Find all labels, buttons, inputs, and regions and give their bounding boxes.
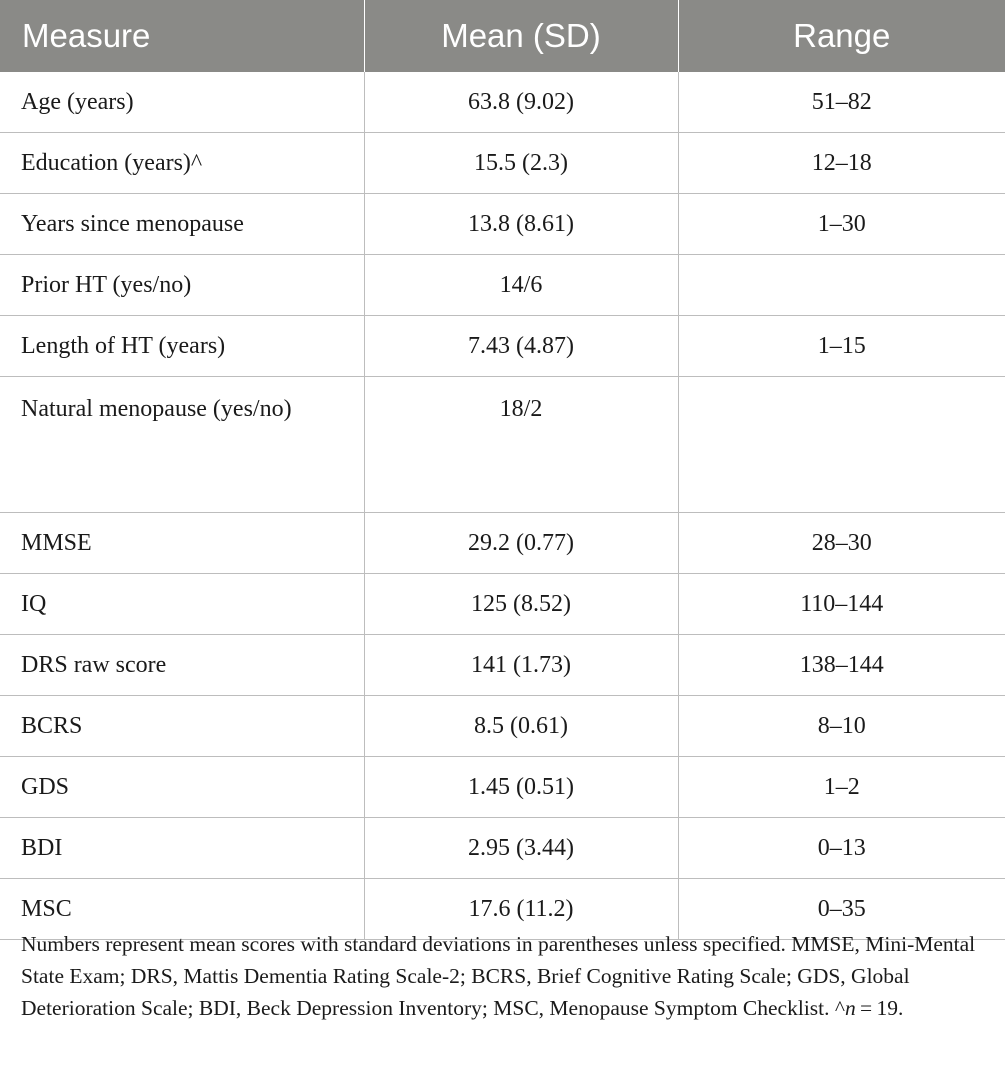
- header-mean-sd: Mean (SD): [364, 0, 678, 72]
- table-row: [0, 757, 1005, 818]
- range-cell: 138–144: [678, 635, 1005, 696]
- measure-cell: Age (years): [0, 72, 364, 133]
- range-cell: 51–82: [678, 72, 1005, 133]
- range-cell: [678, 255, 1005, 316]
- measure-cell: Education (years)^: [0, 133, 364, 194]
- range-cell: 8–10: [678, 696, 1005, 757]
- mean-sd-cell: 1.45 (0.51): [364, 757, 678, 818]
- table-header: [0, 0, 1005, 72]
- footnote-n-symbol: n: [844, 996, 856, 1020]
- mean-sd-cell: 141 (1.73): [364, 635, 678, 696]
- measure-cell: BDI: [0, 818, 364, 879]
- table-row: [0, 194, 1005, 255]
- range-cell: 12–18: [678, 133, 1005, 194]
- measure-cell: MMSE: [0, 513, 364, 574]
- header-measure: Measure: [0, 0, 364, 72]
- table-body: [0, 72, 1005, 940]
- mean-sd-cell: 2.95 (3.44): [364, 818, 678, 879]
- measure-cell: IQ: [0, 574, 364, 635]
- table-row: [0, 377, 1005, 513]
- header-row: [0, 0, 1005, 72]
- measure-cell: Natural menopause (yes/no): [0, 377, 364, 513]
- range-cell: 110–144: [678, 574, 1005, 635]
- mean-sd-cell: 14/6: [364, 255, 678, 316]
- mean-sd-cell: 7.43 (4.87): [364, 316, 678, 377]
- table-row: [0, 513, 1005, 574]
- table-footnote: [21, 928, 996, 1024]
- table-row: [0, 255, 1005, 316]
- table-row: [0, 818, 1005, 879]
- range-cell: 28–30: [678, 513, 1005, 574]
- table-row: [0, 574, 1005, 635]
- measure-cell: BCRS: [0, 696, 364, 757]
- header-range: Range: [678, 0, 1005, 72]
- table-row: [0, 316, 1005, 377]
- range-cell: 1–30: [678, 194, 1005, 255]
- table-row: [0, 635, 1005, 696]
- measure-cell: Years since menopause: [0, 194, 364, 255]
- mean-sd-cell: 18/2: [364, 377, 678, 513]
- mean-sd-cell: 8.5 (0.61): [364, 696, 678, 757]
- mean-sd-cell: 63.8 (9.02): [364, 72, 678, 133]
- measure-cell: Prior HT (yes/no): [0, 255, 364, 316]
- range-cell: 1–2: [678, 757, 1005, 818]
- mean-sd-cell: 125 (8.52): [364, 574, 678, 635]
- table-row: [0, 696, 1005, 757]
- measure-cell: MSC: [0, 879, 364, 940]
- mean-sd-cell: 29.2 (0.77): [364, 513, 678, 574]
- table-row: [0, 133, 1005, 194]
- measure-cell: GDS: [0, 757, 364, 818]
- measure-cell: DRS raw score: [0, 635, 364, 696]
- footnote-text: Numbers represent mean scores with standard deviations in parentheses unless specified. MMSE, Mini-Mental State Exam; DRS, Mattis Dementia Rating Scale-2; BCRS, Brief Cognitive Rating Scale; GDS, Global Deterioration Scale; BDI, Beck Depression Inventory; MSC, Menopause Symptom Checklist. ^: [21, 932, 976, 1020]
- table-row: [0, 72, 1005, 133]
- mean-sd-cell: 13.8 (8.61): [364, 194, 678, 255]
- range-cell: 0–13: [678, 818, 1005, 879]
- mean-sd-cell: 17.6 (11.2): [364, 879, 678, 940]
- measure-cell: Length of HT (years): [0, 316, 364, 377]
- range-cell: 1–15: [678, 316, 1005, 377]
- footnote-n-value: = 19.: [855, 996, 904, 1020]
- range-cell: [678, 377, 1005, 513]
- range-cell: 0–35: [678, 879, 1005, 940]
- mean-sd-cell: 15.5 (2.3): [364, 133, 678, 194]
